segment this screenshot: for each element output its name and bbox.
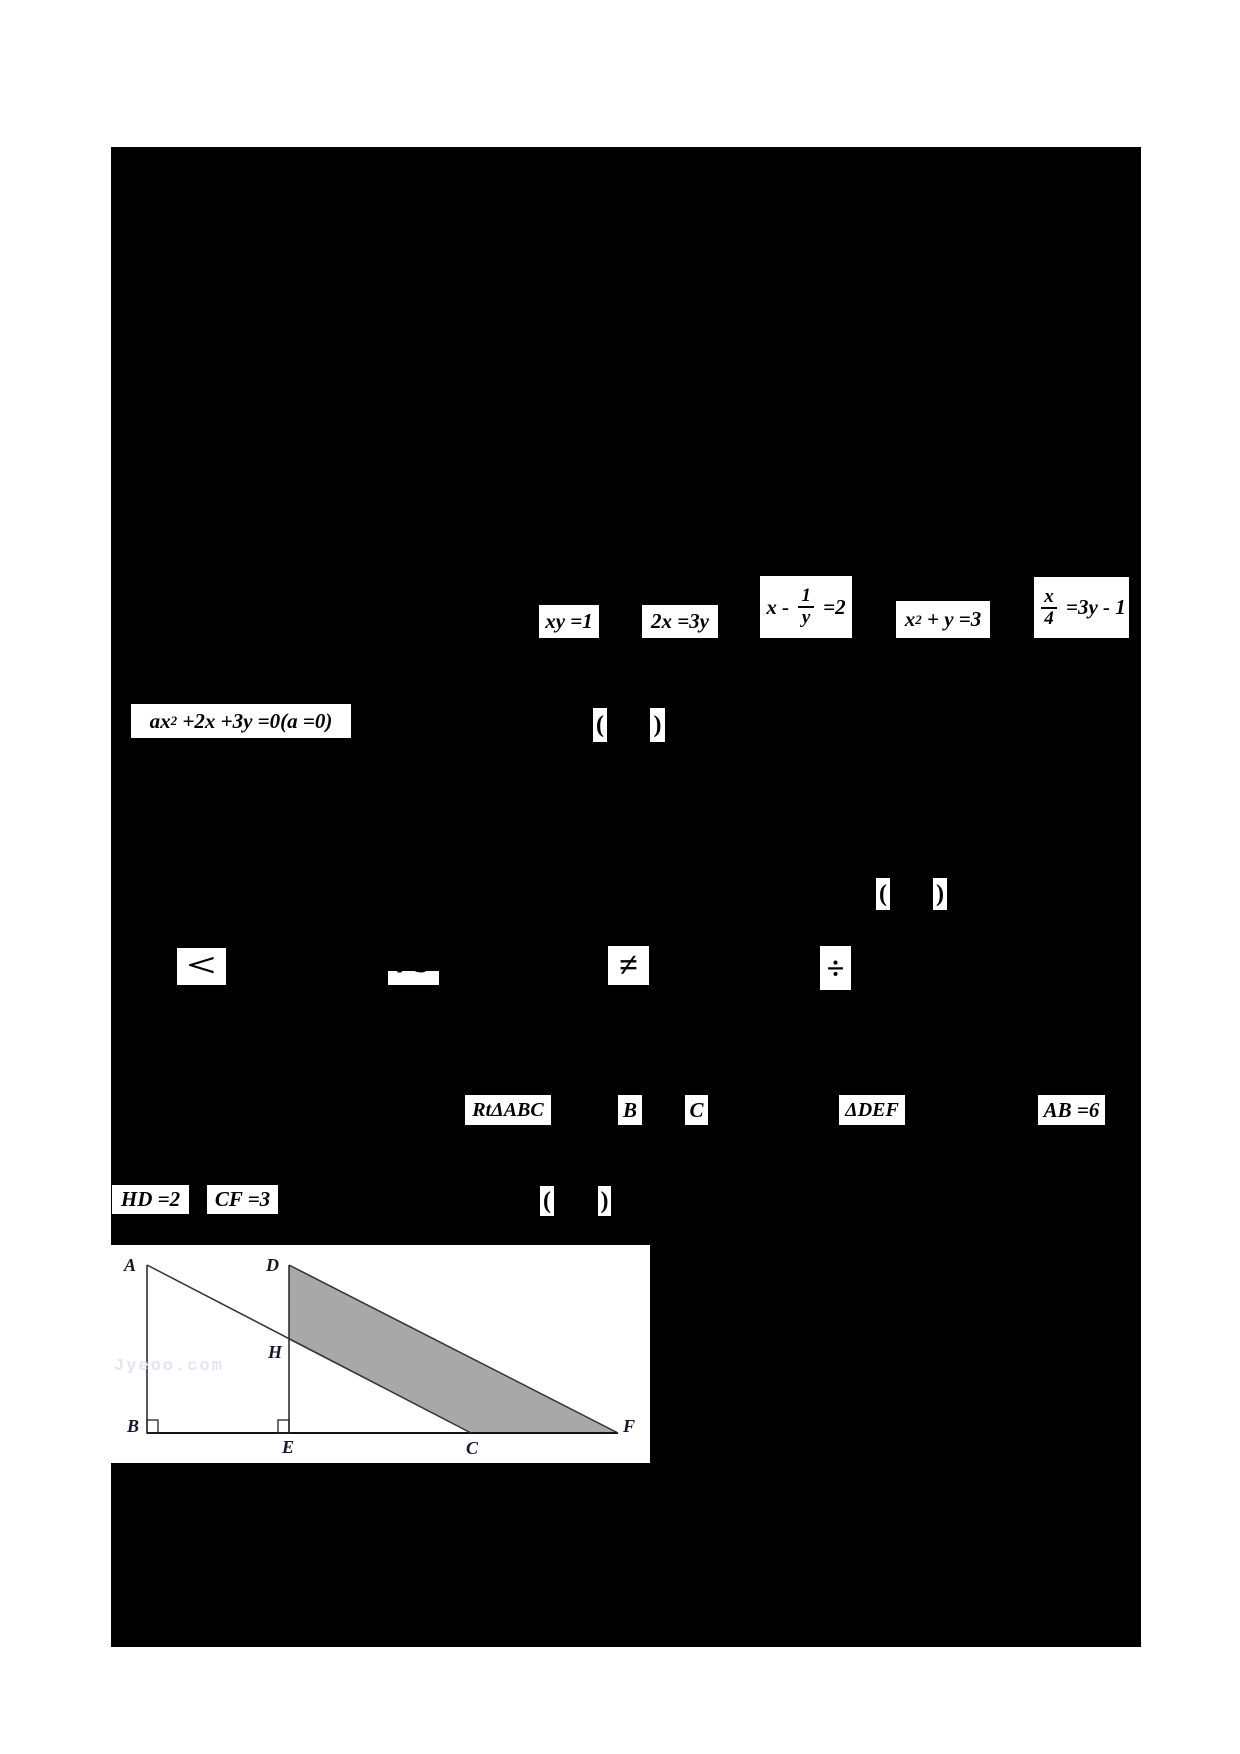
vertex-label-f: F [623, 1416, 636, 1436]
equation-part: ax [149, 708, 171, 733]
symbol-option-tilde [388, 945, 439, 991]
term-triangle-def: ΔDEF [839, 1095, 905, 1125]
term-cf-equals-3: CF =3 [207, 1185, 278, 1214]
fraction-denominator: y [801, 607, 811, 628]
answer-blank-close-paren: ) [933, 878, 947, 910]
equation-prefix: x - [766, 594, 795, 619]
answer-blank-open-paren: ( [540, 1186, 554, 1216]
fraction [1041, 587, 1057, 629]
equation-part: +2x +3y =0( [177, 708, 288, 733]
answer-blank-open-paren: ( [593, 708, 607, 742]
tilde-glyph: ~ [396, 945, 431, 991]
term-hd-equals-2: HD =2 [112, 1185, 189, 1214]
answer-blank-close-paren: ) [650, 708, 665, 742]
equation-option-2x3y: 2x =3y [642, 605, 718, 638]
right-angle-mark-b [147, 1420, 158, 1433]
triangle-diagram [111, 1245, 650, 1463]
term-vertex-b: B [618, 1095, 642, 1125]
term-vertex-c: C [685, 1095, 708, 1125]
watermark: Jyeoo.com [114, 1357, 224, 1376]
answer-blank-close-paren: ) [598, 1186, 611, 1216]
equation-suffix: =2 [817, 594, 846, 619]
equation-option-xy: xy =1 [539, 605, 599, 638]
less-than-glyph: < [186, 948, 217, 984]
fraction-numerator: 1 [798, 586, 814, 608]
vertex-label-a: A [124, 1255, 137, 1275]
equation-option-fraction-4 [1034, 577, 1129, 638]
equation-option-x-squared: x 2 + y =3 [896, 601, 990, 638]
answer-blank-open-paren: ( [876, 878, 890, 910]
quadratic-equation: ax 2 +2x +3y =0( a =0) [131, 704, 351, 738]
vertex-label-c: C [466, 1438, 479, 1458]
equation-part: a =0) [287, 708, 333, 733]
vertex-label-b: B [127, 1416, 140, 1436]
vertex-label-h: H [268, 1342, 283, 1362]
equation-option-fraction-y [760, 576, 852, 638]
symbol-option-less-than [177, 948, 226, 985]
term-ab-equals-6: AB =6 [1038, 1095, 1105, 1125]
geometry-figure [111, 1245, 650, 1463]
vertex-label-d: D [266, 1255, 279, 1275]
right-angle-mark-e [278, 1420, 289, 1433]
vertex-label-e: E [282, 1437, 295, 1457]
equation-rest: + y =3 [921, 607, 982, 631]
symbol-option-divide: ÷ [820, 946, 851, 990]
term-rt-triangle-abc: RtΔABC [465, 1095, 551, 1125]
equation-suffix: =3y - 1 [1060, 595, 1126, 619]
fraction-denominator: 4 [1044, 607, 1054, 629]
fraction [798, 586, 814, 628]
fraction-numerator: x [1041, 587, 1057, 609]
symbol-option-not-equal: ≠ [608, 946, 649, 985]
equation-base: x [904, 607, 916, 631]
